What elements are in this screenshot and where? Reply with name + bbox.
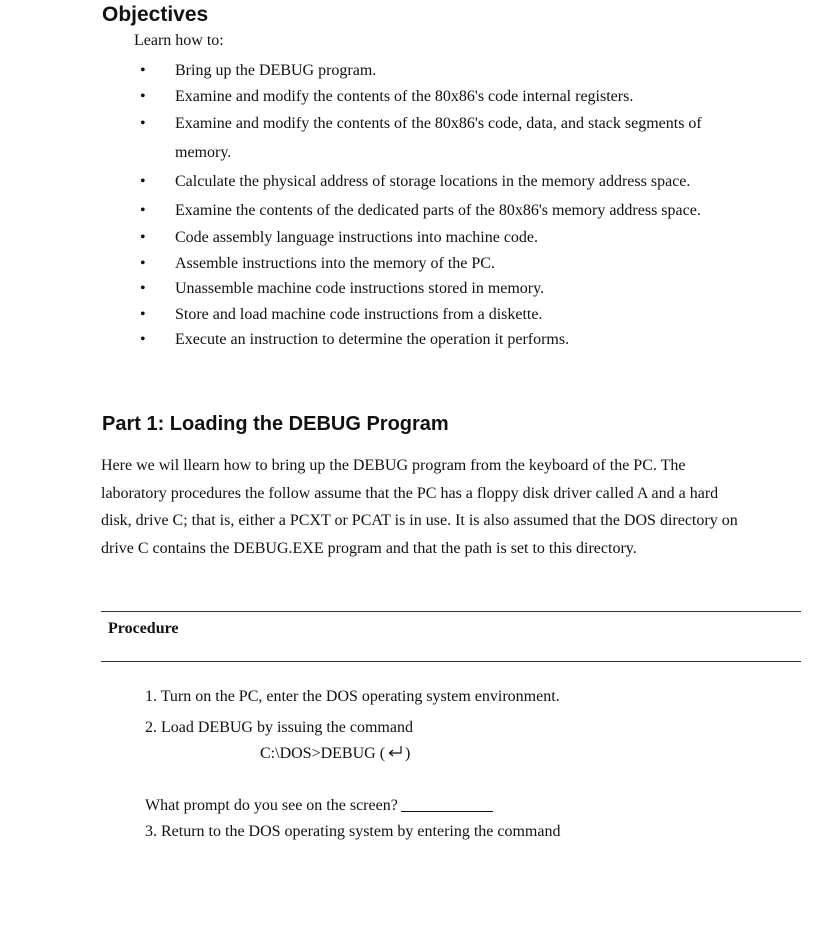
bullet-icon: • [140, 254, 146, 272]
bullet-icon: • [140, 202, 146, 219]
enter-key-icon [387, 745, 405, 759]
bottom-divider [101, 661, 801, 662]
objectives-list [0, 58, 828, 353]
objective-text: Execute an instruction to determine the operation it performs. [175, 331, 570, 348]
objective-text: Examine and modify the contents of the 80x86's code internal registers. [175, 87, 634, 105]
objective-text: Bring up the DEBUG program. [175, 62, 377, 79]
objective-text: Store and load machine code instructions from a diskette. [175, 305, 543, 323]
objectives-intro: Learn how to: [134, 32, 224, 49]
bullet-icon: • [140, 115, 146, 132]
top-divider [101, 611, 801, 612]
dos-command [260, 745, 410, 763]
question-text: What prompt do you see on the screen? [145, 797, 398, 814]
answer-blank[interactable] [401, 797, 493, 812]
objectives-heading: Objectives [102, 3, 209, 26]
bullet-icon: • [140, 173, 146, 190]
objective-text: Examine and modify the contents of the 80x86's code, data, and stack segments of memory. [175, 115, 702, 161]
prompt-question [145, 797, 493, 815]
bullet-icon: • [140, 331, 146, 348]
objective-text: Unassemble machine code instructions stored in memory. [175, 280, 545, 297]
list-item [0, 167, 735, 196]
list-item [0, 302, 735, 328]
objective-text: Assemble instructions into the memory of the PC. [175, 254, 495, 272]
procedure-step-1: 1. Turn on the PC, enter the DOS operating system environment. [145, 688, 560, 705]
part1-paragraph: Here we wil llearn how to bring up the DEBUG program from the keyboard of the PC. The laboratory procedures the follow assume that the PC has a floppy disk driver called A and a hard disk, drive C; that is, either a PCXT or PCAT is in use. It is also assumed that the DOS directory on drive C contains the DEBUG.EXE program and that the path is set to this directory. [101, 457, 738, 557]
list-item [0, 225, 735, 251]
objective-text: Examine the contents of the dedicated parts of the 80x86's memory address space. [175, 202, 701, 219]
bullet-icon: • [140, 229, 146, 246]
bullet-icon: • [140, 280, 146, 297]
objective-text: Calculate the physical address of storage locations in the memory address space. [175, 173, 691, 190]
list-item [0, 251, 735, 277]
list-item [0, 58, 735, 84]
objective-text: Code assembly language instructions into machine code. [175, 229, 539, 246]
list-item [0, 84, 735, 110]
list-item [0, 327, 735, 353]
command-close-paren: ) [405, 745, 411, 762]
list-item [0, 196, 735, 225]
list-item [0, 109, 735, 167]
part1-heading: Part 1: Loading the DEBUG Program [102, 413, 449, 435]
list-item [0, 276, 735, 302]
command-open-paren: ( [379, 745, 386, 762]
procedure-step-3: 3. Return to the DOS operating system by entering the command [145, 823, 561, 840]
bullet-icon: • [140, 87, 146, 105]
bullet-icon: • [140, 62, 146, 79]
command-text: C:\DOS>DEBUG [260, 745, 376, 762]
bullet-icon: • [140, 305, 146, 323]
procedure-heading: Procedure [108, 620, 179, 637]
procedure-step-2: 2. Load DEBUG by issuing the command [145, 719, 413, 736]
